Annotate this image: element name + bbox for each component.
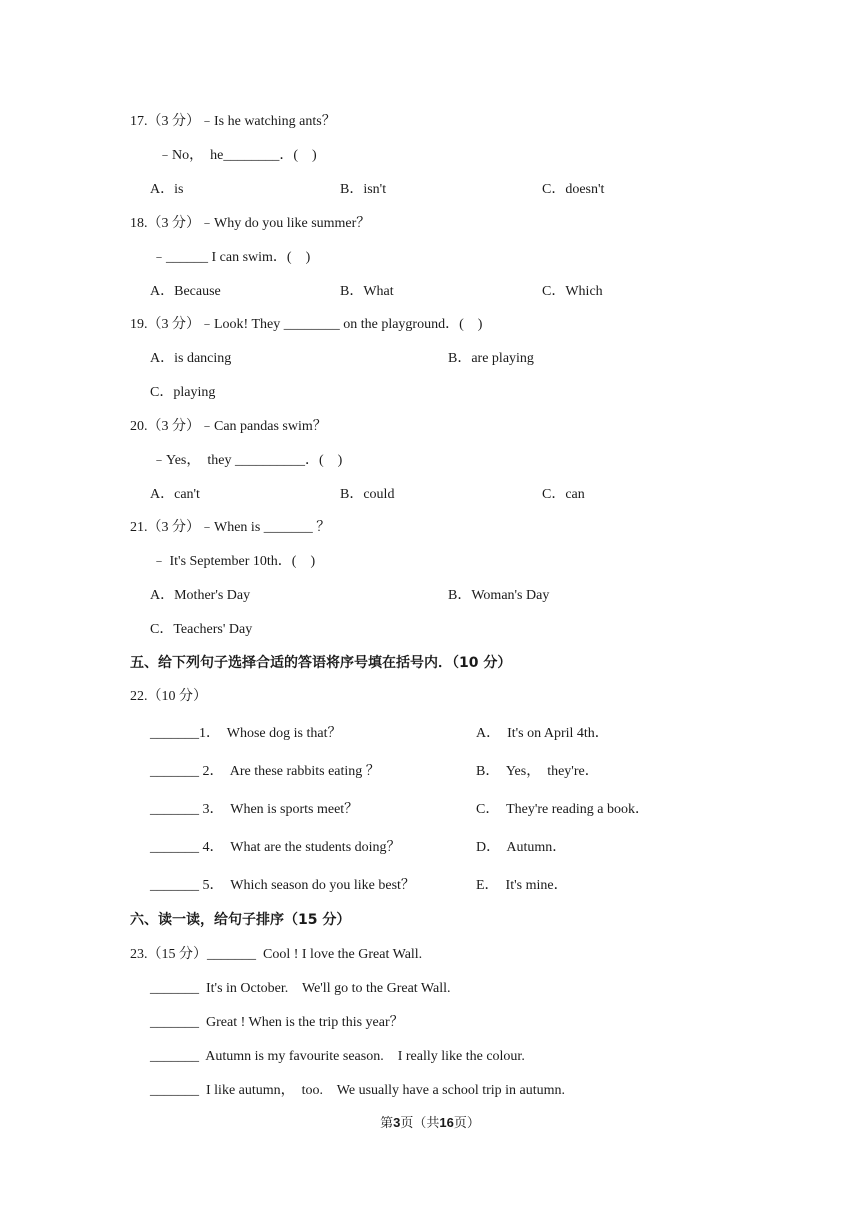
match-answer-e: E． It's mine． [476, 878, 568, 893]
q21-option-b: B．Woman's Day [448, 588, 550, 603]
q20-option-c: C．can [542, 487, 585, 502]
q23-first-line: 23.（15 分）_______ Cool ! I love the Great Wall. [130, 947, 423, 962]
q17-option-b: B．isn't [340, 182, 387, 197]
footer-total-pages: 16 [439, 1115, 454, 1130]
match-question-3: _______ 3． When is sports meet？ [150, 802, 359, 817]
q18-option-b: B．What [340, 284, 394, 299]
q20-option-a: A．can't [150, 487, 200, 502]
q23-sentence-4: _______ Autumn is my favourite season. I really like the colour. [150, 1049, 525, 1064]
footer-suffix: 页） [453, 1115, 480, 1130]
section-5-heading: 五、给下列句子选择合适的答语将序号填在括号内．（10 分） [130, 655, 512, 671]
q18-option-a: A．Because [150, 284, 221, 299]
q23-sentence-3: _______ Great ! When is the trip this year？ [150, 1015, 404, 1030]
match-question-1: _______1． Whose dog is that？ [150, 726, 342, 741]
match-question-2: _______ 2． Are these rabbits eating ？ [150, 764, 380, 779]
match-answer-d: D． Autumn． [476, 840, 567, 855]
section-6-heading: 六、读一读，给句子排序（15 分） [130, 912, 351, 928]
q21-line2: ﹣ It's September 10th．( ) [152, 554, 316, 569]
q20-option-b: B．could [340, 487, 395, 502]
q23-sentence-5: _______ I like autumn， too. We usually have a school trip in autumn. [150, 1083, 566, 1098]
q18-line2: ﹣______ I can swim．( ) [152, 250, 311, 265]
q21-option-c: C．Teachers' Day [150, 622, 253, 637]
q17-option-a: A．is [150, 182, 184, 197]
q19-option-c: C．playing [150, 385, 216, 400]
q18-option-c: C．Which [542, 284, 603, 299]
q17-line2: ﹣No， he________．( ) [158, 148, 317, 163]
footer-middle: 页（共 [400, 1115, 440, 1130]
q17-option-c: C．doesn't [542, 182, 605, 197]
q18-stem: 18.（3 分）﹣Why do you like summer？ [130, 216, 371, 231]
q19-option-b: B．are playing [448, 351, 534, 366]
q21-stem: 21.（3 分）﹣When is _______ ？ [130, 520, 331, 535]
match-question-5: _______ 5． Which season do you like best？ [150, 878, 415, 893]
q21-option-a: A．Mother's Day [150, 588, 251, 603]
q22-label: 22.（10 分） [130, 689, 207, 704]
match-question-4: _______ 4． What are the students doing？ [150, 840, 401, 855]
match-answer-a: A． It's on April 4th． [476, 726, 609, 741]
q20-stem: 20.（3 分）﹣Can pandas swim？ [130, 419, 327, 434]
page-footer [0, 1112, 860, 1131]
footer-page-number: 3 [393, 1115, 401, 1130]
q17-stem: 17.（3 分）﹣Is he watching ants？ [130, 114, 336, 129]
q19-stem: 19.（3 分）﹣Look! They ________ on the playground．( ) [130, 317, 483, 332]
match-answer-c: C． They're reading a book． [476, 802, 649, 817]
footer-prefix: 第 [380, 1115, 394, 1130]
match-answer-b: B． Yes， they're． [476, 764, 599, 779]
q23-sentence-2: _______ It's in October. We'll go to the Great Wall. [150, 981, 451, 996]
q19-option-a: A．is dancing [150, 351, 232, 366]
q20-line2: ﹣Yes， they __________．( ) [152, 453, 343, 468]
